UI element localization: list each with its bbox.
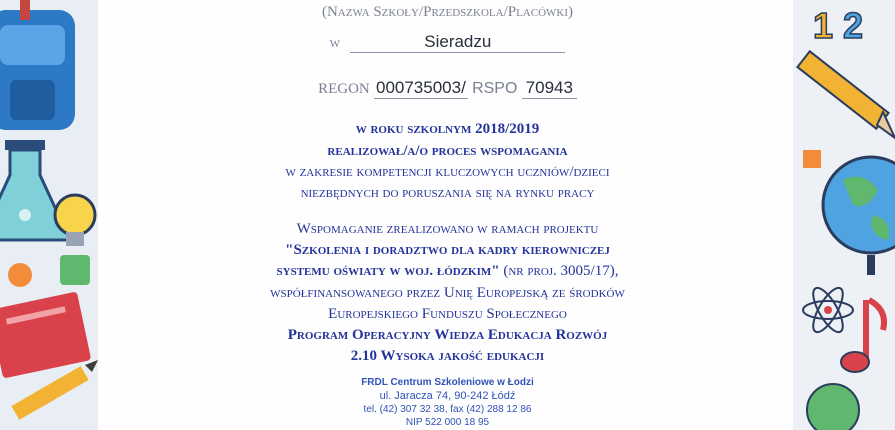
- cofinancing-line-2: Europejskiego Funduszu Społecznego: [328, 306, 567, 322]
- location-value: Sieradzu: [350, 32, 565, 53]
- school-year-line: w roku szkolnym 2018/2019: [355, 121, 540, 137]
- regon-value: 000735003/: [375, 78, 466, 97]
- location-row: [0, 32, 895, 53]
- project-number: (nr proj. 3005/17),: [503, 263, 619, 279]
- location-prefix: w: [329, 35, 341, 51]
- process-line: realizował/a/o proces wspomagania: [327, 143, 568, 159]
- project-title-1: "Szkolenia i doradztwo dla kadry kierowniczej: [285, 242, 610, 258]
- regon-label: REGON: [318, 81, 370, 97]
- project-intro: Wspomaganie zrealizowano w ramach projektu: [296, 221, 599, 237]
- rspo-label: RSPO: [472, 80, 518, 97]
- rspo-value: 70943: [522, 78, 577, 99]
- regon-row: [0, 78, 895, 99]
- scope-line-2: niezbędnych do poruszania się na rynku pracy: [300, 185, 595, 201]
- scope-line-1: w zakresie kompetencji kluczowych uczniów/dzieci: [285, 164, 610, 180]
- project-title-2: systemu oświaty w woj. łódzkim": [276, 263, 500, 279]
- program-line: Program Operacyjny Wiedza Edukacja Rozwój: [287, 327, 608, 343]
- stamp-address: ul. Jaracza 74, 90-242 Łódź: [379, 390, 516, 402]
- stamp-nip: NIP 522 000 18 95: [405, 417, 490, 428]
- cofinancing-line-1: współfinansowanego przez Unię Europejską ze środków: [270, 285, 625, 301]
- stamp-name: FRDL Centrum Szkoleniowe w Łodzi: [361, 377, 534, 388]
- institution-caption: (Nazwa Szkoły/Przedszkola/Placówki): [321, 4, 573, 20]
- stamp-phone: tel. (42) 307 32 38, fax (42) 288 12 86: [363, 404, 532, 415]
- left-decorative-border: [0, 0, 98, 430]
- right-decorative-border: [793, 0, 895, 430]
- svg-text:1: 1: [813, 5, 834, 46]
- project-title-row: [0, 263, 895, 280]
- program-measure: 2.10 Wysoka jakość edukacji: [350, 348, 545, 364]
- certificate-paper: [98, 0, 793, 430]
- svg-text:2: 2: [843, 5, 864, 46]
